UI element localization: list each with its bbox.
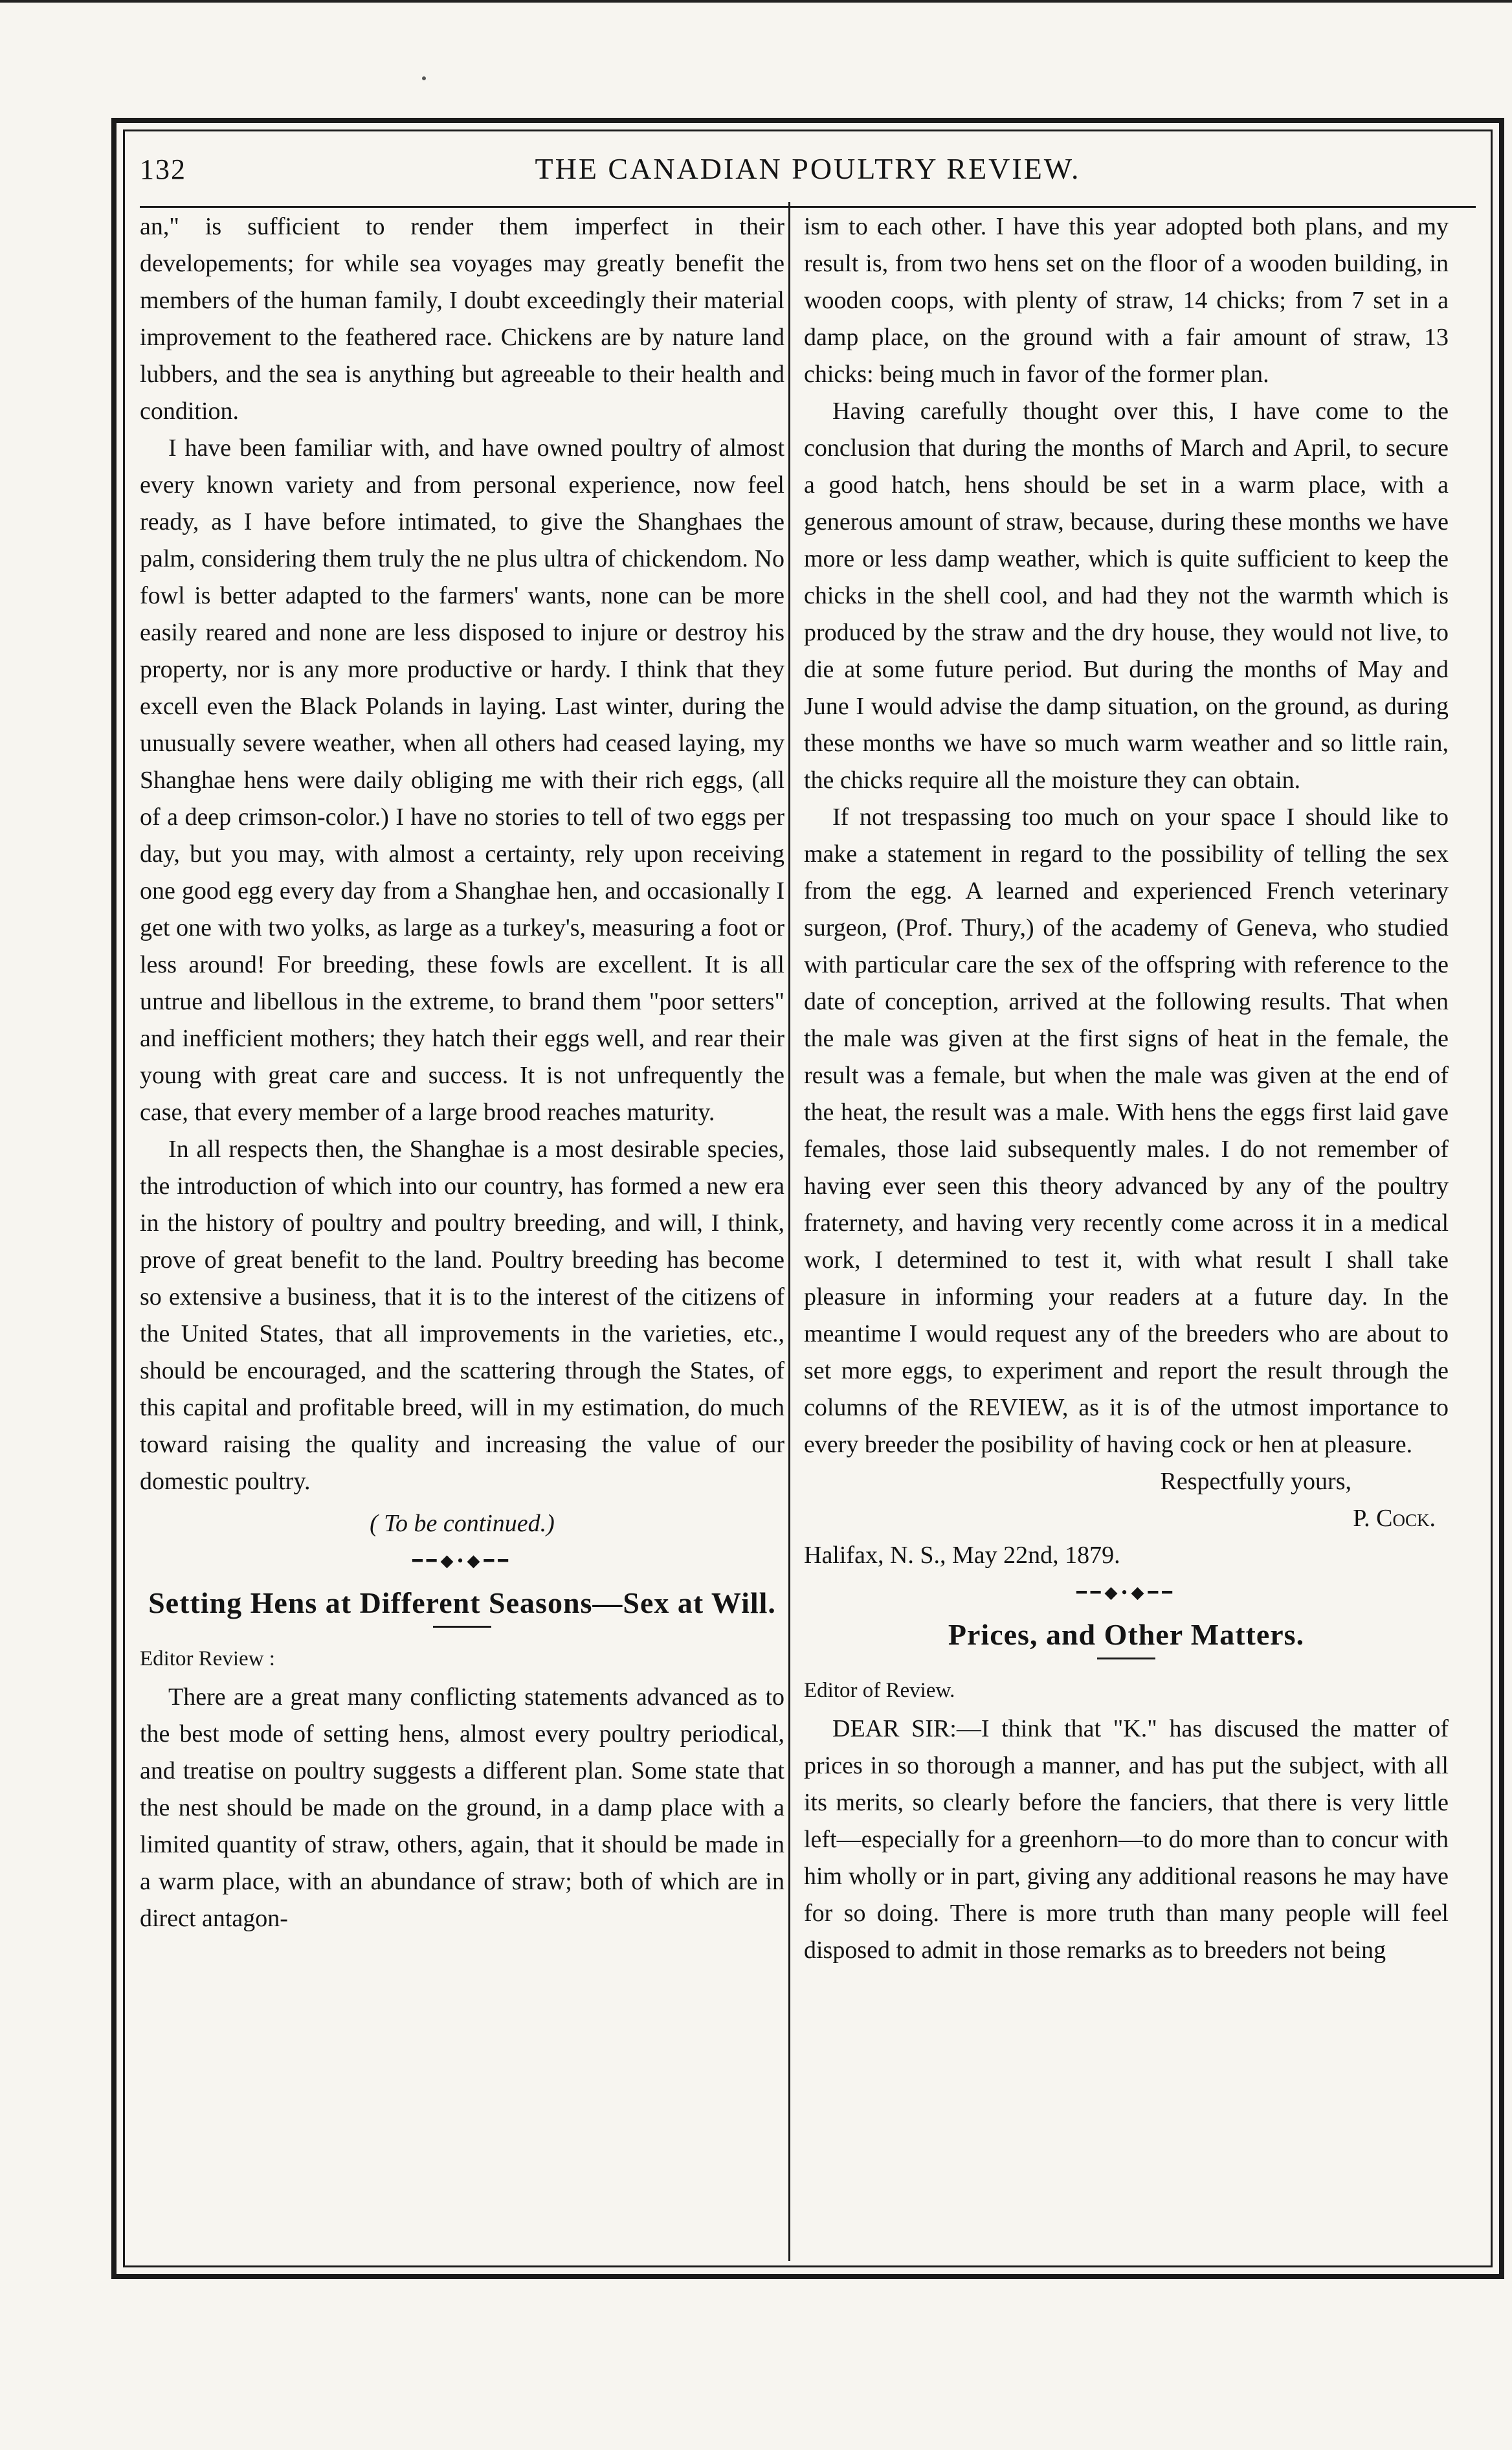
left-paragraph-2: I have been familiar with, and have owned poultry of almost every known variety and from personal experience, now feel ready, as I have before intimated, to give the Shanghaes the palm, considering them truly the ne plus ultra of chickendom. No fowl is better adapted to the farmers' wants, none can be more easily reared and none are less disposed to injure or destroy his property, nor is any more productive or hardy. I think that they excell even the Black Polands in laying. Last winter, during the unusually severe weather, when all others had ceased laying, my Shanghae hens were daily obliging me with their rich eggs, (all of a deep crimson-color.) I have no stories to tell of two eggs per day, but you may, with almost a certainty, rely upon receiving one good egg every day from a Shanghae hen, and occasionally I get one with two yolks, as large as a turkey's, measuring a foot or less around! For breeding, these fowls are excellent. It is all untrue and libellous in the extreme, to brand them "poor setters" and inefficient mothers; they hatch their eggs well, and rear their young with great care and success. It is not unfrequently the case, that every member of a large brood reaches maturity. (140, 434, 784, 1126)
divider-ornament: ━━◆•◆━━ (1076, 1583, 1176, 1602)
article-title-prices: Prices, and Other Matters. (948, 1618, 1305, 1651)
right-column (804, 208, 1449, 2254)
left-paragraph-1: an," is sufficient to render them imperfect in their developements; for while sea voyages may greatly benefit the members of the human family, I doubt exceedingly their material improvement to the feathered race. Chickens are by nature land lubbers, and the sea is anything but agreeable to their health and condition. (140, 213, 784, 425)
signature: P. Cock. (1353, 1505, 1436, 1532)
header-rule (140, 206, 1476, 208)
page-header (140, 142, 1476, 194)
article-title-setting-hens: Setting Hens at Different Seasons—Sex at Will. (148, 1586, 776, 1619)
left-paragraph-3: In all respects then, the Shanghae is a most desirable species, the introduction of which into our country, has formed a new era in the history of poultry and poultry breeding, and will, I think, prove of great benefit to the land. Poultry breeding has become so extensive a business, that it is to the interest of the citizens of the United States, that all improvements in the varieties, etc., should be encouraged, and the scattering through the States, of this capital and profitable breed, will in my estimation, do much toward raising the quality and increasing the value of our domestic poultry. (140, 1136, 784, 1495)
title-underline (433, 1626, 491, 1628)
right-paragraph-3: If not trespassing too much on your space I should like to make a statement in regard to the possibility of telling the sex from the egg. A learned and experienced French veterinary surgeon, (Prof. Thury,) of the academy of Geneva, who studied with particular care the sex of the offspring with reference to the date of conception, arrived at the following results. That when the male was given at the first signs of heat in the female, the result was a female, but when the male was given at the end of the heat, the result was a male. With hens the eggs first laid gave females, those laid subsequently males. I do not remember of having ever seen this theory advanced by any of the poultry fraternety, and having very recently come across it in a medical work, I determined to test it, with what result I shall take pleasure in informing your readers at a future day. In the meantime I would request any of the breeders who are about to set more eggs, to experiment and report the result through the columns of the REVIEW, as it is of the utmost importance to every breeder the posibility of having cock or hen at pleasure. (804, 804, 1449, 1458)
divider-ornament: ━━◆•◆━━ (412, 1551, 512, 1570)
left-column (140, 208, 784, 2254)
dateline: Halifax, N. S., May 22nd, 1879. (804, 1542, 1120, 1569)
salutation: Editor Review : (140, 1647, 275, 1670)
salutation: Editor of Review. (804, 1679, 955, 1702)
title-underline (1097, 1658, 1155, 1659)
right-paragraph-4: DEAR SIR:—I think that "K." has discused the matter of prices in so thorough a manner, and has put the subject, with all its merits, so clearly before the fanciers, that there is very little left—especially for a greenhorn—to do more than to concur with him wholly or in part, giving any additional reasons he may have for so doing. There is more truth than many people will feel disposed to admit in those remarks as to breeders not being (804, 1715, 1449, 1964)
right-paragraph-1: ism to each other. I have this year adopted both plans, and my result is, from two hens set on the floor of a wooden building, in wooden coops, with plenty of straw, 14 chicks; from 7 set in a damp place, on the ground with a fair amount of straw, 13 chicks: being much in favor of the former plan. (804, 213, 1449, 388)
column-divider (788, 202, 790, 2261)
left-paragraph-4: There are a great many conflicting statements advanced as to the best mode of setting hens, almost every poultry periodical, and treatise on poultry suggests a different plan. Some state that the nest should be made on the ground, in a damp place with a limited quantity of straw, others, again, that it should be made in a warm place, with an abundance of straw; both of which are in direct antagon- (140, 1683, 784, 1932)
page-border (111, 118, 1504, 2279)
to-be-continued: ( To be continued.) (370, 1510, 555, 1537)
right-paragraph-2: Having carefully thought over this, I have come to the conclusion that during the months of March and April, to secure a good hatch, hens should be set in a warm place, with a generous amount of straw, because, during these months we have more or less damp weather, which is quite sufficient to keep the chicks in the shell cool, and had they not the warmth which is produced by the straw and the dry house, they would not live, to die at some future period. But during the months of May and June I would advise the damp situation, on the ground, as during these months we have so much warm weather and so little rain, the chicks require all the moisture they can obtain. (804, 398, 1449, 794)
stray-ink-mark (422, 76, 426, 80)
page-number: 132 (140, 153, 186, 185)
running-title: THE CANADIAN POULTRY REVIEW. (535, 152, 1081, 185)
top-edge-rule (0, 0, 1512, 3)
closing: Respectfully yours, (1160, 1468, 1351, 1495)
